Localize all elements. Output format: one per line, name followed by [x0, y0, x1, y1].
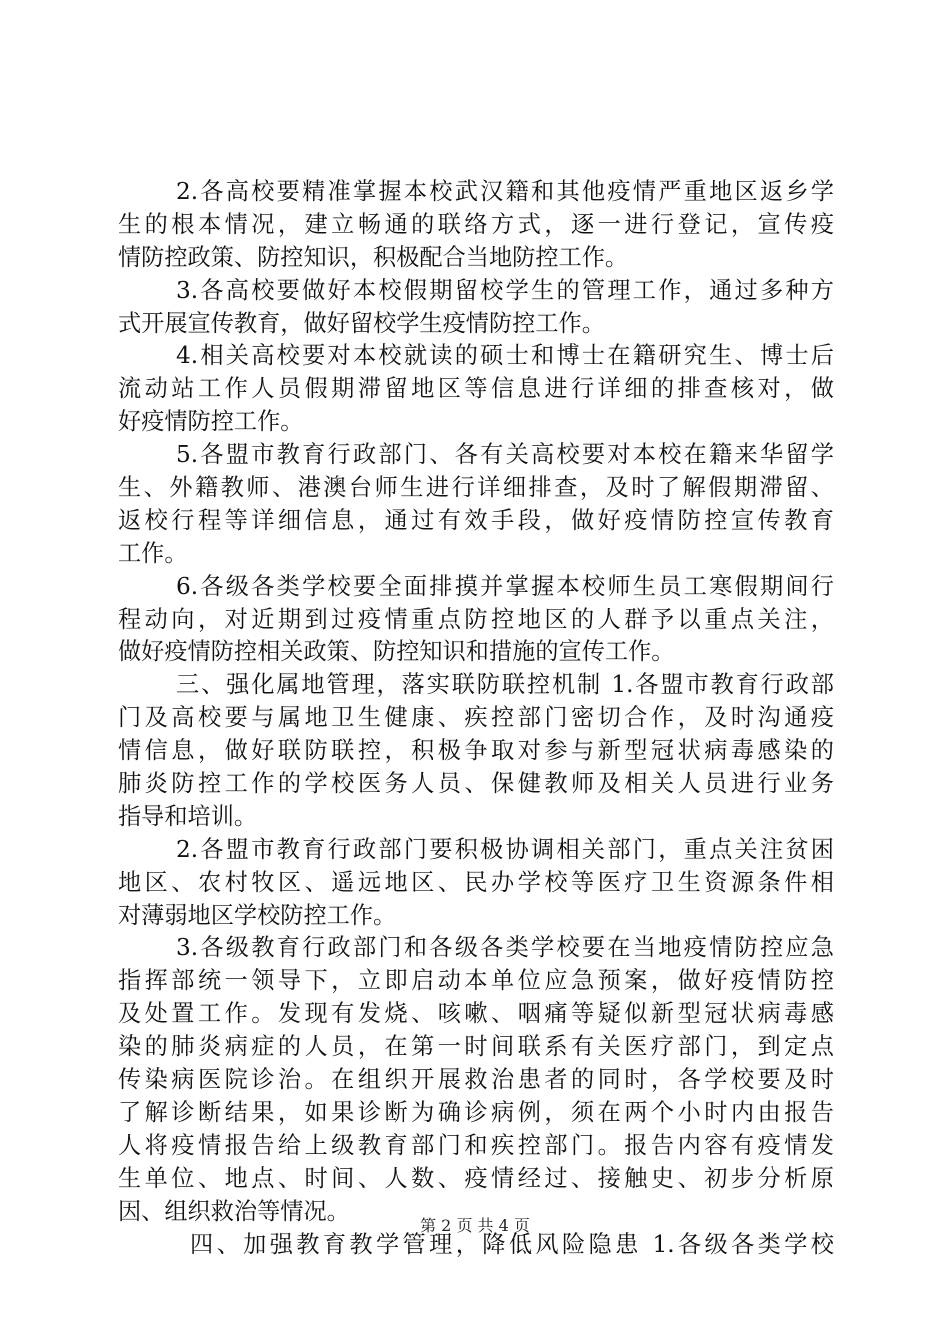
text-line: 肺炎防控工作的学校医务人员、保健教师及相关人员进行业务 — [118, 770, 834, 798]
text-line: 生、外籍教师、港澳台师生进行详细排查，及时了解假期滞留、 — [118, 474, 834, 502]
text-line: 染的肺炎病症的人员，在第一时间联系有关医疗部门，到定点 — [118, 1033, 834, 1061]
text-line: 情信息，做好联防联控，积极争取对参与新型冠状病毒感染的 — [118, 737, 834, 765]
text-line: 5.各盟市教育行政部门、各有关高校要对本校在籍来华留学 — [176, 441, 834, 469]
text-line: 及处置工作。发现有发烧、咳嗽、咽痛等疑似新型冠状病毒感 — [118, 1000, 834, 1028]
text-line: 传染病医院诊治。在组织开展救治患者的同时，各学校要及时 — [118, 1066, 834, 1094]
text-line: 2.各高校要精准掌握本校武汉籍和其他疫情严重地区返乡学 — [176, 178, 834, 205]
text-line: 好疫情防控工作。 — [118, 408, 304, 436]
text-line: 流动站工作人员假期滞留地区等信息进行详细的排查核对，做 — [118, 375, 834, 403]
text-line: 人将疫情报告给上级教育部门和疾控部门。报告内容有疫情发 — [118, 1131, 834, 1159]
text-line: 3.各级教育行政部门和各级各类学校要在当地疫情防控应急 — [176, 934, 834, 962]
text-line: 3.各高校要做好本校假期留校学生的管理工作，通过多种方 — [176, 276, 834, 304]
text-line: 三、强化属地管理，落实联防联控机制 1.各盟市教育行政部 — [176, 671, 834, 699]
text-line: 4.相关高校要对本校就读的硕士和博士在籍研究生、博士后 — [176, 342, 834, 370]
text-line: 做好疫情防控相关政策、防控知识和措施的宣传工作。 — [118, 638, 675, 666]
text-line: 情防控政策、防控知识，积极配合当地防控工作。 — [118, 243, 629, 271]
text-line: 返校行程等详细信息，通过有效手段，做好疫情防控宣传教育 — [118, 506, 834, 534]
text-line: 指挥部统一领导下，立即启动本单位应急预案，做好疫情防控 — [118, 967, 834, 995]
text-line: 地区、农村牧区、遥远地区、民办学校等医疗卫生资源条件相 — [118, 868, 834, 896]
text-line: 四、加强教育教学管理，降低风险隐患 1.各级各类学校 — [190, 1230, 834, 1258]
text-line: 生单位、地点、时间、人数、疫情经过、接触史、初步分析原 — [118, 1164, 834, 1192]
text-line: 程动向，对近期到过疫情重点防控地区的人群予以重点关注， — [118, 605, 834, 633]
text-line: 指导和培训。 — [118, 802, 258, 830]
text-line: 了解诊断结果，如果诊断为确诊病例，须在两个小时内由报告 — [118, 1098, 834, 1126]
page-footer: 第 2 页 共 4 页 — [420, 1216, 530, 1235]
text-line: 式开展宣传教育，做好留校学生疫情防控工作。 — [118, 309, 605, 337]
text-line: 2.各盟市教育行政部门要积极协调相关部门，重点关注贫困 — [176, 835, 834, 863]
document-body — [118, 176, 834, 1261]
text-line: 因、组织救治等情况。 — [118, 1197, 350, 1225]
text-line: 6.各级各类学校要全面排摸并掌握本校师生员工寒假期间行 — [176, 572, 834, 600]
text-line: 对薄弱地区学校防控工作。 — [118, 901, 397, 929]
text-line: 工作。 — [118, 539, 188, 567]
text-line: 门及高校要与属地卫生健康、疾控部门密切合作，及时沟通疫 — [118, 704, 834, 732]
text-line: 生的根本情况，建立畅通的联络方式，逐一进行登记，宣传疫 — [118, 210, 834, 238]
